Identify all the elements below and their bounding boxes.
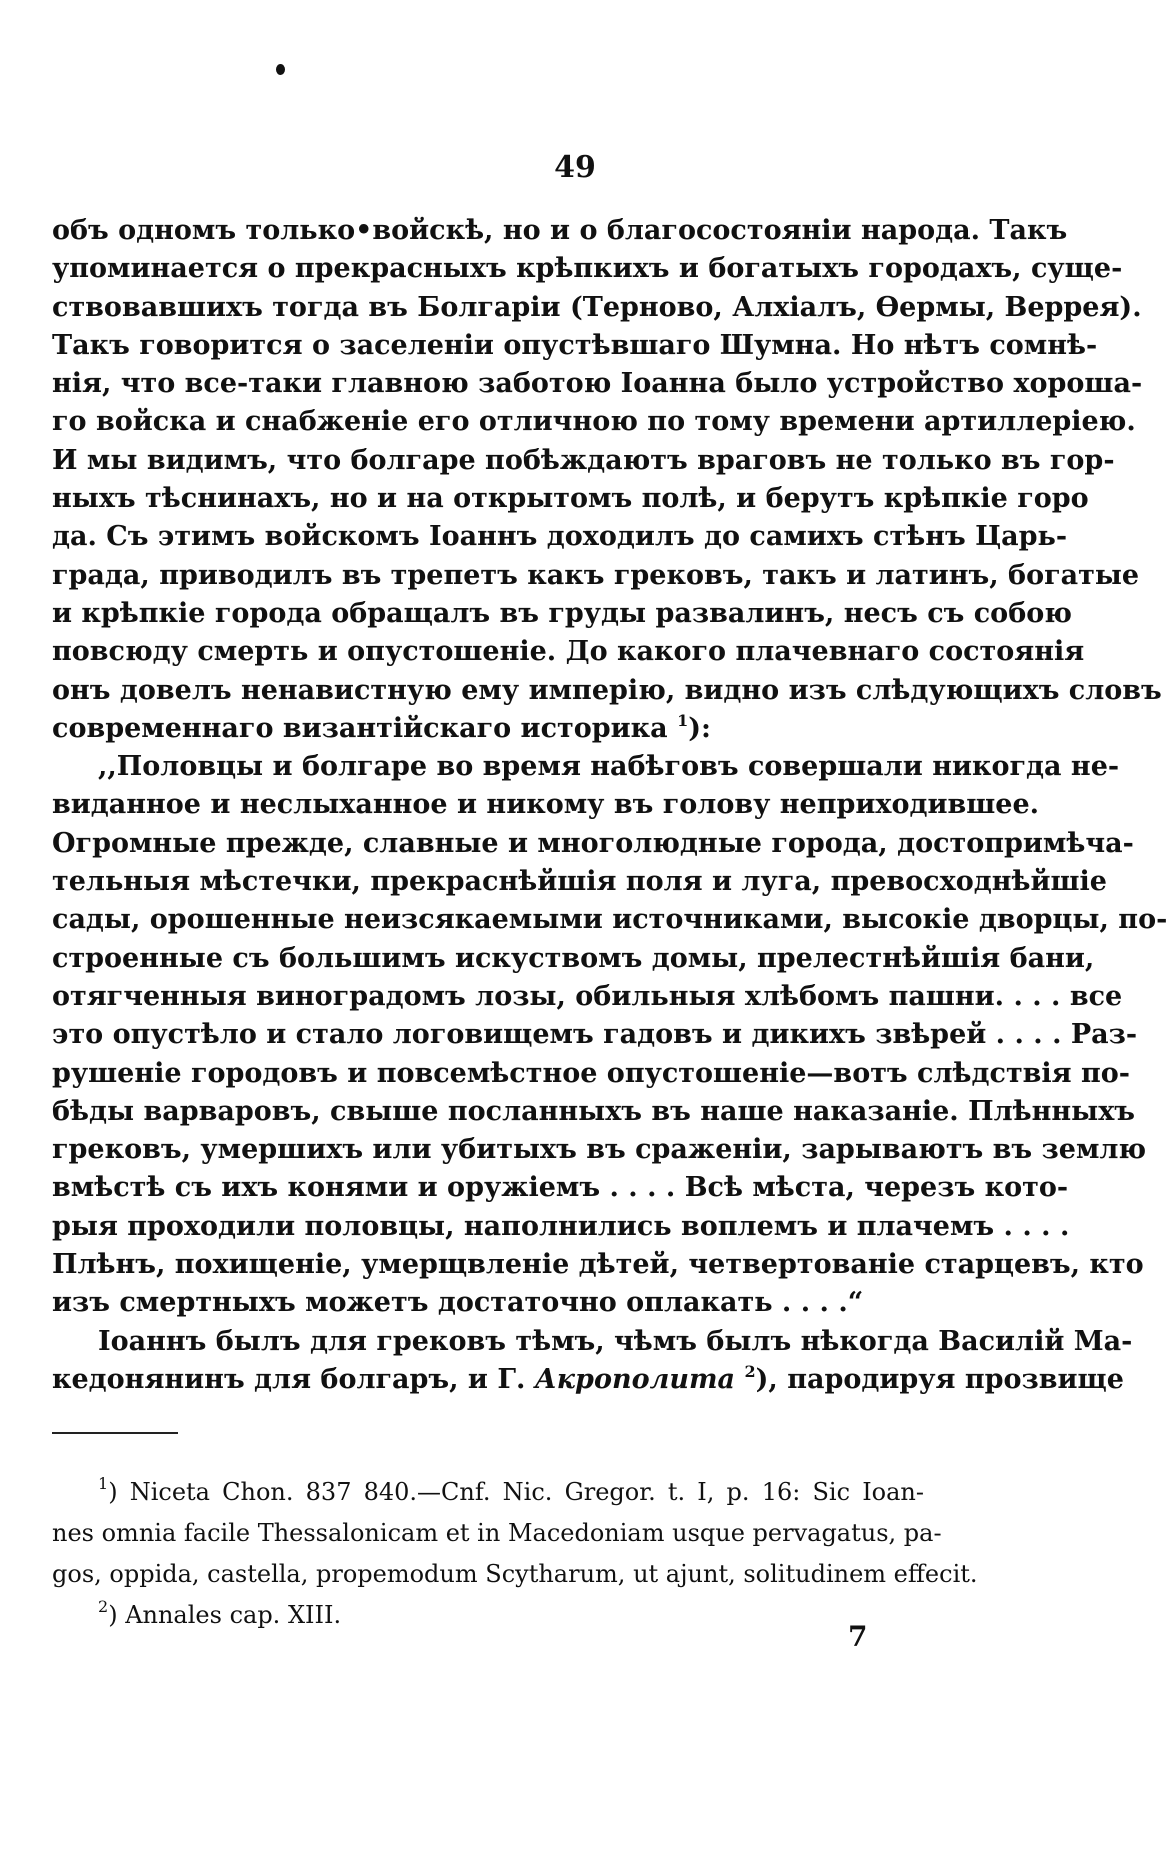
text-line: ныхъ тѣснинахъ, но и на открытомъ полѣ, и берутъ крѣпкіе горо xyxy=(52,483,1089,515)
text-line: объ одномъ только•войскѣ, но и о благосостояніи народа. Такъ xyxy=(52,215,1068,246)
text-fragment: ), xyxy=(755,1363,778,1395)
quote-line: Плѣнъ, похищеніе, умерщвленіе дѣтей, четвертованіе старцевъ, кто xyxy=(52,1249,1144,1281)
text-line: повсюду смерть и опустошеніе. До какого плачевнаго состоянія xyxy=(52,636,1085,668)
text-line: Такъ говорится о заселеніи опустѣвшаго Шумна. Но нѣтъ сомнѣ- xyxy=(52,329,1098,361)
text-line: и крѣпкіе города обращалъ въ груды развалинъ, несъ съ собою xyxy=(52,597,1072,629)
printer-signature: 7 xyxy=(848,1620,868,1653)
footnote-ref-2: 2 xyxy=(744,1361,756,1381)
quote-line: ,,Половцы и болгаре во время набѣговъ совершали никогда не- xyxy=(98,751,1120,783)
page-number: 49 xyxy=(554,150,596,185)
quote-line: изъ смертныхъ можетъ достаточно оплакать . . . .“ xyxy=(52,1287,864,1319)
footnote-text: Niceta Chon. 837 840.—Cnf. Nic. Gregor. t. I, p. 16: Sic Ioan- xyxy=(129,1478,924,1506)
quote-line: Огромные прежде, славные и многолюдные города, достопримѣча- xyxy=(52,827,1134,859)
footnote-1-line: gos, oppida, castella, propemodum Scytharum, ut ajunt, solitudinem effecit. xyxy=(52,1560,978,1588)
text-line: Іоаннъ былъ для грековъ тѣмъ, чѣмъ былъ нѣкогда Василій Ма- xyxy=(98,1325,1133,1357)
text-line: го войска и снабженіе его отличною по тому времени артиллеріею. xyxy=(52,406,1136,438)
text-fragment: кедонянинъ для болгаръ, и Г. xyxy=(52,1363,526,1395)
text-fragment: современнаго византійскаго историка xyxy=(52,712,668,744)
quote-line: строенные съ большимъ искуствомъ домы, прелестнѣйшія бани, xyxy=(52,942,1095,974)
footnote-marker-2: 2 xyxy=(98,1597,109,1616)
footnote-2-line: $^2$) Annales cap. XIII. xyxy=(98,1597,342,1629)
text-line: онъ довелъ ненавистную ему имперію, видно изъ слѣдующихъ словъ xyxy=(52,674,1162,706)
text-line: ствовавшихъ тогда въ Болгаріи (Терново, Алхіалъ, Ѳермы, Веррея). xyxy=(52,291,1142,323)
text-line: упоминается о прекрасныхъ крѣпкихъ и богатыхъ городахъ, суще- xyxy=(52,253,1123,285)
text-line: нія, что все-таки главною заботою Іоанна было устройство хороша- xyxy=(52,368,1143,400)
quote-line: бѣды варваровъ, свыше посланныхъ въ наше наказаніе. Плѣнныхъ xyxy=(52,1095,1136,1127)
author-name: Акрополита xyxy=(534,1363,736,1395)
text-fragment: пародируя прозвище xyxy=(787,1363,1124,1395)
quote-line: рыя проходили половцы, наполнились воплемъ и плачемъ . . . . xyxy=(52,1210,1070,1242)
footnote-text: Annales cap. XIII. xyxy=(125,1601,342,1629)
text-line-with-footnote-ref xyxy=(52,1361,1124,1399)
quote-line: виданное и неслыханное и никому въ голову неприходившее. xyxy=(52,789,1040,821)
footnote-divider xyxy=(52,1432,178,1434)
text-line: И мы видимъ, что болгаре побѣждаютъ враговъ не только въ гор- xyxy=(52,444,1115,476)
footnote-1-line: $^1$) Niceta Chon. 837 840.—Cnf. Nic. Gregor. t. I, p. 16: Sic Ioan- xyxy=(98,1474,924,1506)
footnote-ref-1: 1 xyxy=(677,710,689,730)
text-line: да. Съ этимъ войскомъ Іоаннъ доходилъ до самихъ стѣнъ Царь- xyxy=(52,521,1068,553)
quote-line: сады, орошенные неизсякаемыми источниками, высокіе дворцы, по- xyxy=(52,904,1167,936)
text-fragment: ): xyxy=(688,712,711,744)
quote-line: тельныя мѣстечки, прекраснѣйшія поля и луга, превосходнѣйшіе xyxy=(52,866,1107,898)
quote-line: грековъ, умершихъ или убитыхъ въ сраженіи, зарываютъ въ землю xyxy=(52,1134,1147,1166)
quote-line: рушеніе городовъ и повсемѣстное опустошеніе—вотъ слѣдствія по- xyxy=(52,1057,1131,1089)
quote-line: отягченныя виноградомъ лозы, обильныя хлѣбомъ пашни. . . . все xyxy=(52,980,1123,1012)
ink-speck xyxy=(276,64,285,75)
main-text xyxy=(52,212,1167,1399)
text-line: града, приводилъ въ трепетъ какъ грековъ, такъ и латинъ, богатые xyxy=(52,559,1140,591)
quote-line: вмѣстѣ съ ихъ конями и оружіемъ . . . . Всѣ мѣста, черезъ кото- xyxy=(52,1172,1069,1204)
quote-line: это опустѣло и стало логовищемъ гадовъ и дикихъ звѣрей . . . . Раз- xyxy=(52,1019,1138,1051)
footnotes xyxy=(52,1472,978,1636)
footnote-marker-1: 1 xyxy=(98,1474,109,1493)
footnote-1-line: nes omnia facile Thessalonicam et in Macedoniam usque pervagatus, pa- xyxy=(52,1519,942,1547)
text-line-with-footnote-ref xyxy=(52,710,924,748)
